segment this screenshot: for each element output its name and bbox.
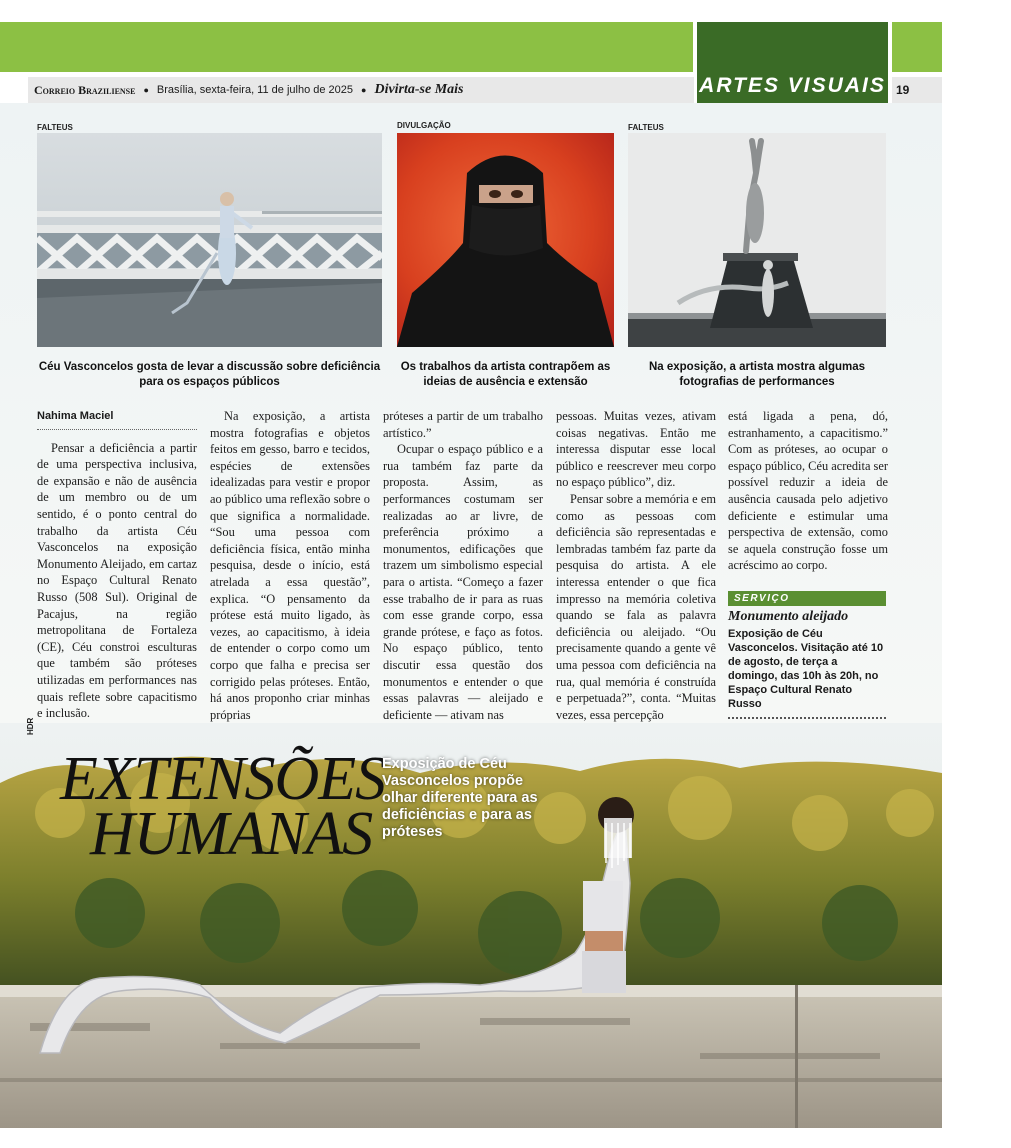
bullet-icon: ● (361, 85, 367, 95)
servico-box (728, 591, 886, 719)
servico-tag: SERVIÇO (728, 591, 886, 606)
article-paragraph: Pensar a deficiência a partir de uma perspectiva inclusiva, de expansão e não de ausência de um membro ou de um sentido, é o ponto central do trabalho da artista Céu Vasconcelos na exposição Monumento Aleijado, em cartaz no Espaço Cultural Renato Russo (508 Sul). Original de Pacajus, na região metropolitana de Fortaleza (CE), Céu constroi esculturas que também são próteses utilizadas em performances nas quais reflete sobre capacitismo e inclusão. (37, 440, 197, 721)
headline-line-2: HUMANAS (90, 800, 373, 868)
headline-deck: Exposição de Céu Vasconcelos propõe olhar diferente para as deficiências e para as próteses (382, 756, 538, 840)
bullet-icon: ● (143, 85, 149, 95)
article-column-5 (728, 408, 888, 574)
photo-caption: Na exposição, a artista mostra algumas fotografias de performances (648, 361, 866, 388)
photo-pier-performance (37, 133, 382, 347)
divider (728, 717, 886, 719)
photo-credit: FALTEUS (37, 123, 73, 132)
article-column-1 (37, 408, 197, 722)
photo-credit: HDR (26, 717, 35, 735)
newspaper-brand: Correio Braziliense (34, 82, 136, 97)
photo-caption: Os trabalhos da artista contrapõem as ideias de ausência e extensão (400, 361, 611, 388)
photo-monument-performance (628, 133, 886, 347)
article-paragraph: Na exposição, a artista mostra fotografias e objetos feitos em gesso, barro e tecidos, espécies de extensões idealizadas para vestir e propor ao público uma reflexão sobre o que significa a normalidade. “Sou uma pessoa com deficiência física, então minha pesquisa, desde o início, está atrelada a essa questão”, explica. “O pensamento da prótese está muito ligado, às vezes, ao capacitismo, à ideia de entender o corpo como um corpo que falha e precisa ser corrigido pelas próteses. Então, há anos proponho criar minhas próprias (210, 409, 370, 722)
top-green-bar (0, 22, 693, 72)
article-column-3 (383, 408, 543, 723)
dateline: Brasília, sexta-feira, 11 de julho de 2025 (156, 84, 354, 96)
article-paragraph: Ocupar o espaço público e a rua também faz parte da proposta. Assim, as performances costumam ser realizadas ao ar livre, de preferência próximo a monumentos, edificações que trazem um simbolismo especial para o artista. “Começo a fazer esse trabalho de ir para as ruas com esse grande corpo, essa grande prótese, e faço as fotos. No espaço público, tento discutir essa questão dos monumentos e entender o que essas palavras — aleijado e deficiente — ativam nas (383, 442, 543, 722)
photo-caption: Céu Vasconcelos gosta de levar a discussão sobre deficiência para os espaços públicos (38, 361, 381, 388)
article-paragraph: pessoas. Muitas vezes, ativam coisas negativas. Então me interessa disputar esse local público e reescrever meu corpo no espaço público”, diz. (556, 409, 716, 490)
author-byline: Nahima Maciel (37, 408, 197, 430)
section-header (697, 22, 888, 106)
servico-title: Monumento aleijado (728, 609, 849, 624)
article-paragraph: está ligada a pena, dó, estranhamento, a capacitismo.” Com as próteses, ao ocupar o espaço público, Céu acredita ser possível reduzir a ideia de ausência causada pelo adjetivo deficiente e estimular uma perspectiva de extensão, como se aquela construção fosse um acréscimo ao corpo. (728, 409, 888, 573)
masthead-bar (28, 77, 694, 103)
headline-line-1: EXTENSÕES (60, 745, 386, 813)
page-number: 19 (892, 77, 942, 103)
photo-credit: FALTEUS (628, 123, 664, 132)
article-column-2 (210, 408, 370, 723)
supplement-name: Divirta-se Mais (374, 82, 464, 97)
photo-credit: DIVULGAÇÃO (397, 121, 451, 130)
article-paragraph: próteses a partir de um trabalho artístico.” (383, 409, 543, 440)
article-paragraph: Pensar sobre a memória e em como as pessoas com deficiência são representadas e lembradas também faz parte da pesquisa do artista. A ele interessa entender o que fica impresso na memória coletiva quando se fala as palavra deficiência ou aleijado. “Ou precisamente quando a gente vê uma pessoa com deficiência na rua, qual memória é construída e perpetuada?”, conta. “Muitas vezes, essa percepção (556, 491, 716, 722)
servico-body: Exposição de Céu Vasconcelos. Visitação até 10 de agosto, de terça a domingo, das 10h às 20h, no Espaço Cultural Renato Russo (728, 628, 884, 710)
photo-veiled-portrait (397, 133, 614, 347)
top-green-bar-right (892, 22, 942, 72)
section-title: ARTES VISUAIS (699, 74, 886, 97)
article-column-4 (556, 408, 716, 723)
